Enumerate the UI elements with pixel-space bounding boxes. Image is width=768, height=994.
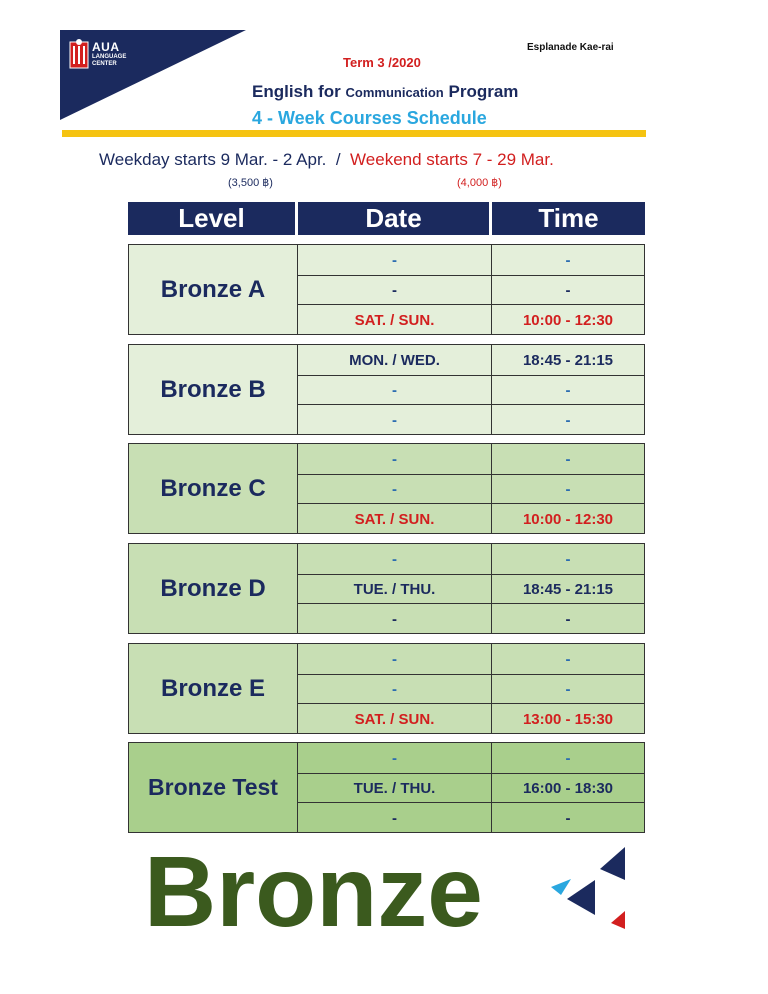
schedule-row [298,503,644,534]
schedule-row [298,404,644,435]
header-level: Level [128,202,295,235]
time-cell: - [565,681,571,698]
schedule-row [298,275,644,305]
triangle-decoration-icon [545,845,635,935]
time-cell: - [565,610,571,628]
date-cell: - [298,276,492,305]
schedule-title: 4 - Week Courses Schedule [252,108,487,128]
level-block-bronze-c [128,443,645,534]
level-name: Bronze E [129,644,298,733]
level-name: Bronze B [129,345,298,434]
time-cell: - [565,650,571,668]
time-cell: 10:00 - 12:30 [522,311,614,329]
weekday-price: (3,500 ฿) [228,177,273,189]
date-cell: - [298,604,492,634]
date-cell: - [298,376,492,405]
divider-bar [62,130,646,137]
header-date: Date [298,202,489,235]
date-cell: SAT. / SUN. [298,704,492,734]
time-cell: - [565,550,571,568]
date-cell: - [298,544,492,574]
weekend-starts: Weekend starts 7 - 29 Mar. [350,150,554,169]
schedule-row [298,674,644,704]
logo-line3: CENTER [92,61,117,67]
date-cell: - [298,245,492,275]
time-cell: - [565,411,571,429]
level-name: Bronze Test [129,743,298,832]
date-cell: SAT. / SUN. [298,305,492,335]
program-prefix: English for [252,82,341,101]
date-cell: - [298,743,492,773]
logo-text [92,41,126,67]
program-suffix: Program [448,82,519,101]
program-title [252,82,518,102]
level-block-bronze-b [128,344,645,435]
time-cell: - [565,481,571,498]
date-cell: MON. / WED. [298,345,492,375]
branch-name: Esplanade Kae-rai [527,42,614,53]
level-block-bronze-d [128,543,645,634]
date-cell: - [298,475,492,504]
time-cell: - [565,450,571,468]
level-name: Bronze D [129,544,298,633]
schedule-row [298,444,644,474]
level-block-bronze-e [128,643,645,734]
date-cell: TUE. / THU. [298,774,492,803]
program-mid: Communication [345,85,444,100]
schedule-row [298,802,644,833]
date-cell: - [298,803,492,833]
header-time: Time [492,202,645,235]
schedule-row [298,603,644,634]
logo-line2: LANGUAGE [92,54,127,60]
schedule-row [298,644,644,674]
schedule-row [298,375,644,405]
time-cell: - [565,749,571,767]
date-cell: TUE. / THU. [298,575,492,604]
time-cell: 13:00 - 15:30 [522,710,614,728]
date-cell: - [298,405,492,435]
schedule-row [298,345,644,375]
weekday-starts: Weekday starts 9 Mar. - 2 Apr. [99,150,327,169]
schedule-row [298,245,644,275]
time-cell: 16:00 - 18:30 [522,780,614,797]
schedule-row [298,773,644,803]
date-cell: - [298,444,492,474]
weekend-price: (4,000 ฿) [457,177,502,189]
date-cell: - [298,644,492,674]
date-cell: SAT. / SUN. [298,504,492,534]
time-cell: - [565,282,571,299]
schedule-row [298,743,644,773]
time-cell: 18:45 - 21:15 [522,581,614,598]
bronze-title: Bronze [144,836,483,948]
time-cell: 18:45 - 21:15 [522,351,614,369]
schedule-row [298,304,644,335]
term-label: Term 3 /2020 [343,55,421,70]
schedule-row [298,574,644,604]
date-cell: - [298,675,492,704]
time-cell: - [565,382,571,399]
level-name: Bronze A [129,245,298,334]
time-cell: - [565,809,571,827]
level-block-bronze-test [128,742,645,833]
schedule-row [298,544,644,574]
level-name: Bronze C [129,444,298,533]
time-cell: - [565,251,571,269]
schedule-row [298,703,644,734]
starts-separator: / [335,150,341,169]
schedule-row [298,474,644,504]
logo-line1: AUA [92,40,120,54]
aua-seal-icon [68,38,90,72]
time-cell: 10:00 - 12:30 [522,510,614,528]
level-block-bronze-a [128,244,645,335]
course-starts [99,150,554,170]
